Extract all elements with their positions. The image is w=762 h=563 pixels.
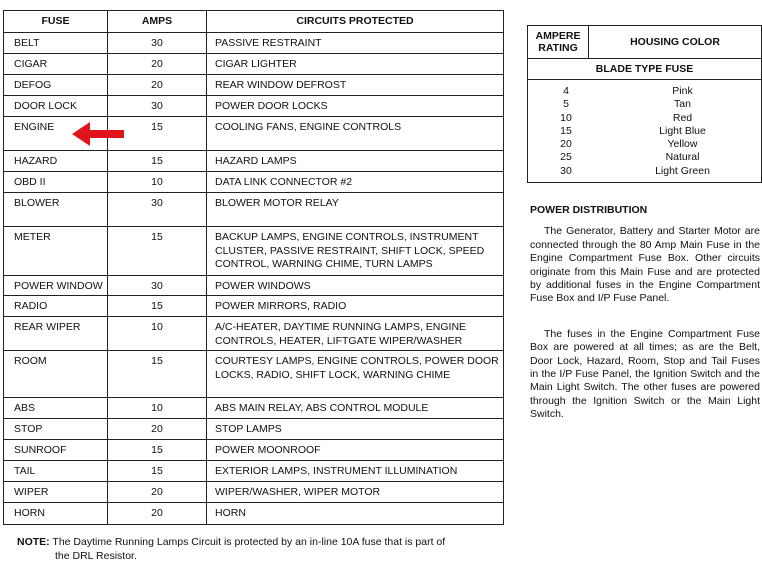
fuse-row <box>4 227 504 276</box>
fuse-amps: 30 <box>108 276 207 296</box>
circuits-protected: BLOWER MOTOR RELAY <box>207 193 504 227</box>
rating-row <box>528 165 761 178</box>
circuits-protected: PASSIVE RESTRAINT <box>207 33 504 54</box>
fuse-name: ABS <box>4 398 108 419</box>
fuse-name: OBD II <box>4 172 108 193</box>
fuse-row <box>4 151 504 172</box>
fuse-table <box>3 10 504 525</box>
fuse-amps: 15 <box>108 227 207 276</box>
fuse-row <box>4 276 504 296</box>
circuits-protected: POWER DOOR LOCKS <box>207 96 504 117</box>
fuse-name: SUNROOF <box>4 440 108 461</box>
circuits-protected: POWER MOONROOF <box>207 440 504 461</box>
fuse-name: WIPER <box>4 482 108 503</box>
housing-color: Yellow <box>667 138 698 151</box>
ampere-rating: 30 <box>560 164 572 177</box>
blade-type-fuse-label: BLADE TYPE FUSE <box>528 59 761 80</box>
note-line-2: the DRL Resistor. <box>55 549 137 562</box>
fuse-name: RADIO <box>4 296 108 317</box>
fuse-name: TAIL <box>4 461 108 482</box>
circuits-protected: CIGAR LIGHTER <box>207 54 504 75</box>
power-distribution-section <box>530 204 760 444</box>
fuse-row <box>4 503 504 525</box>
fuse-row <box>4 398 504 419</box>
ampere-rating: 4 <box>563 85 569 97</box>
circuits-protected: POWER MIRRORS, RADIO <box>207 296 504 317</box>
ampere-rating-table <box>527 25 762 183</box>
note-line-1: The Daytime Running Lamps Circuit is protected by an in-line 10A fuse that is part of <box>52 536 446 548</box>
circuits-protected: COOLING FANS, ENGINE CONTROLS <box>207 117 504 151</box>
circuits-protected: REAR WINDOW DEFROST <box>207 75 504 96</box>
fuse-amps: 15 <box>108 296 207 317</box>
fuse-amps: 30 <box>108 33 207 54</box>
fuse-amps: 15 <box>108 151 207 172</box>
header-housing-color: HOUSING COLOR <box>630 36 720 48</box>
power-distribution-title: POWER DISTRIBUTION <box>530 204 648 216</box>
power-paragraph-2: The fuses in the Engine Compartment Fuse Box are powered at all times; as are the Belt, Door Lock, Hazard, Room, Stop and Tail Fuses in the I/P Fuse Panel, the Ignition Switch and the Main Light Switch. The other fuses are powered through the Ignition Switch or the Main Light Switch. <box>530 327 760 421</box>
rating-row <box>528 112 761 125</box>
fuse-amps: 15 <box>108 117 207 151</box>
fuse-amps: 20 <box>108 482 207 503</box>
fuse-row <box>4 317 504 351</box>
fuse-row <box>4 461 504 482</box>
circuits-protected: DATA LINK CONNECTOR #2 <box>207 172 504 193</box>
fuse-name: ENGINE <box>4 117 108 151</box>
fuse-amps: 20 <box>108 419 207 440</box>
circuits-protected: POWER WINDOWS <box>207 276 504 296</box>
fuse-name: BELT <box>4 33 108 54</box>
fuse-row <box>4 419 504 440</box>
circuits-protected: ABS MAIN RELAY, ABS CONTROL MODULE <box>207 398 504 419</box>
fuse-row <box>4 351 504 398</box>
fuse-name: DEFOG <box>4 75 108 96</box>
fuse-name: POWER WINDOW <box>4 276 108 296</box>
rating-row <box>528 138 761 151</box>
ampere-rating: 25 <box>560 151 572 164</box>
fuse-name: BLOWER <box>4 193 108 227</box>
ampere-rating: 15 <box>560 124 572 137</box>
fuse-row <box>4 96 504 117</box>
rating-row <box>528 125 761 138</box>
housing-color: Tan <box>674 98 691 111</box>
fuse-name: ROOM <box>4 351 108 398</box>
fuse-amps: 15 <box>108 351 207 398</box>
header-fuse: FUSE <box>4 11 108 33</box>
note <box>17 536 445 563</box>
circuits-protected: STOP LAMPS <box>207 419 504 440</box>
ampere-rating: 5 <box>563 98 569 111</box>
note-label: NOTE: <box>17 536 50 548</box>
fuse-row <box>4 296 504 317</box>
fuse-name: REAR WIPER <box>4 317 108 351</box>
fuse-row <box>4 33 504 54</box>
fuse-amps: 20 <box>108 75 207 96</box>
fuse-row <box>4 172 504 193</box>
circuits-protected: A/C-HEATER, DAYTIME RUNNING LAMPS, ENGINE CONTROLS, HEATER, LIFTGATE WIPER/WASHER <box>207 317 504 351</box>
housing-color: Light Blue <box>659 124 706 137</box>
fuse-name: CIGAR <box>4 54 108 75</box>
fuse-amps: 10 <box>108 172 207 193</box>
circuits-protected: WIPER/WASHER, WIPER MOTOR <box>207 482 504 503</box>
housing-color: Pink <box>672 85 693 97</box>
housing-color: Natural <box>665 151 700 164</box>
fuse-amps: 15 <box>108 461 207 482</box>
rating-row <box>528 151 761 164</box>
fuse-row <box>4 75 504 96</box>
fuse-table-header <box>4 11 504 33</box>
ampere-rating: 20 <box>560 138 572 151</box>
rating-row <box>528 85 761 98</box>
fuse-name: METER <box>4 227 108 276</box>
circuits-protected: COURTESY LAMPS, ENGINE CONTROLS, POWER DOOR LOCKS, RADIO, SHIFT LOCK, WARNING CHIME <box>207 351 504 398</box>
fuse-row <box>4 54 504 75</box>
fuse-name: STOP <box>4 419 108 440</box>
fuse-name: HAZARD <box>4 151 108 172</box>
red-arrow-icon <box>72 122 124 146</box>
fuse-amps: 30 <box>108 193 207 227</box>
fuse-amps: 10 <box>108 398 207 419</box>
fuse-amps: 20 <box>108 54 207 75</box>
fuse-amps: 20 <box>108 503 207 525</box>
circuits-protected: HAZARD LAMPS <box>207 151 504 172</box>
fuse-name: DOOR LOCK <box>4 96 108 117</box>
rating-row <box>528 98 761 111</box>
fuse-row <box>4 482 504 503</box>
fuse-row <box>4 193 504 227</box>
ampere-rating: 10 <box>560 111 572 124</box>
power-paragraph-1: The Generator, Battery and Starter Motor are connected through the 80 Amp Main Fuse in the Engine Compartment Fuse Box. Other circuits originate from this Main Fuse and are protected by additional fuses in the Engine Compartment Fuse Box and I/P Fuse Panel. <box>530 225 760 305</box>
circuits-protected: EXTERIOR LAMPS, INSTRUMENT ILLUMINATION <box>207 461 504 482</box>
housing-color: Red <box>672 111 693 124</box>
fuse-amps: 10 <box>108 317 207 351</box>
housing-color: Light Green <box>655 164 710 177</box>
fuse-name: HORN <box>4 503 108 525</box>
header-amps: AMPS <box>108 11 207 33</box>
fuse-amps: 15 <box>108 440 207 461</box>
fuse-amps: 30 <box>108 96 207 117</box>
header-ampere-rating: AMPERE RATING <box>528 26 589 58</box>
header-circuits: CIRCUITS PROTECTED <box>207 11 504 33</box>
circuits-protected: HORN <box>207 503 504 525</box>
fuse-row <box>4 440 504 461</box>
circuits-protected: BACKUP LAMPS, ENGINE CONTROLS, INSTRUMENT CLUSTER, PASSIVE RESTRAINT, SHIFT LOCK, SPEED CONTROL, WARNING CHIME, TURN LAMPS <box>207 227 504 276</box>
